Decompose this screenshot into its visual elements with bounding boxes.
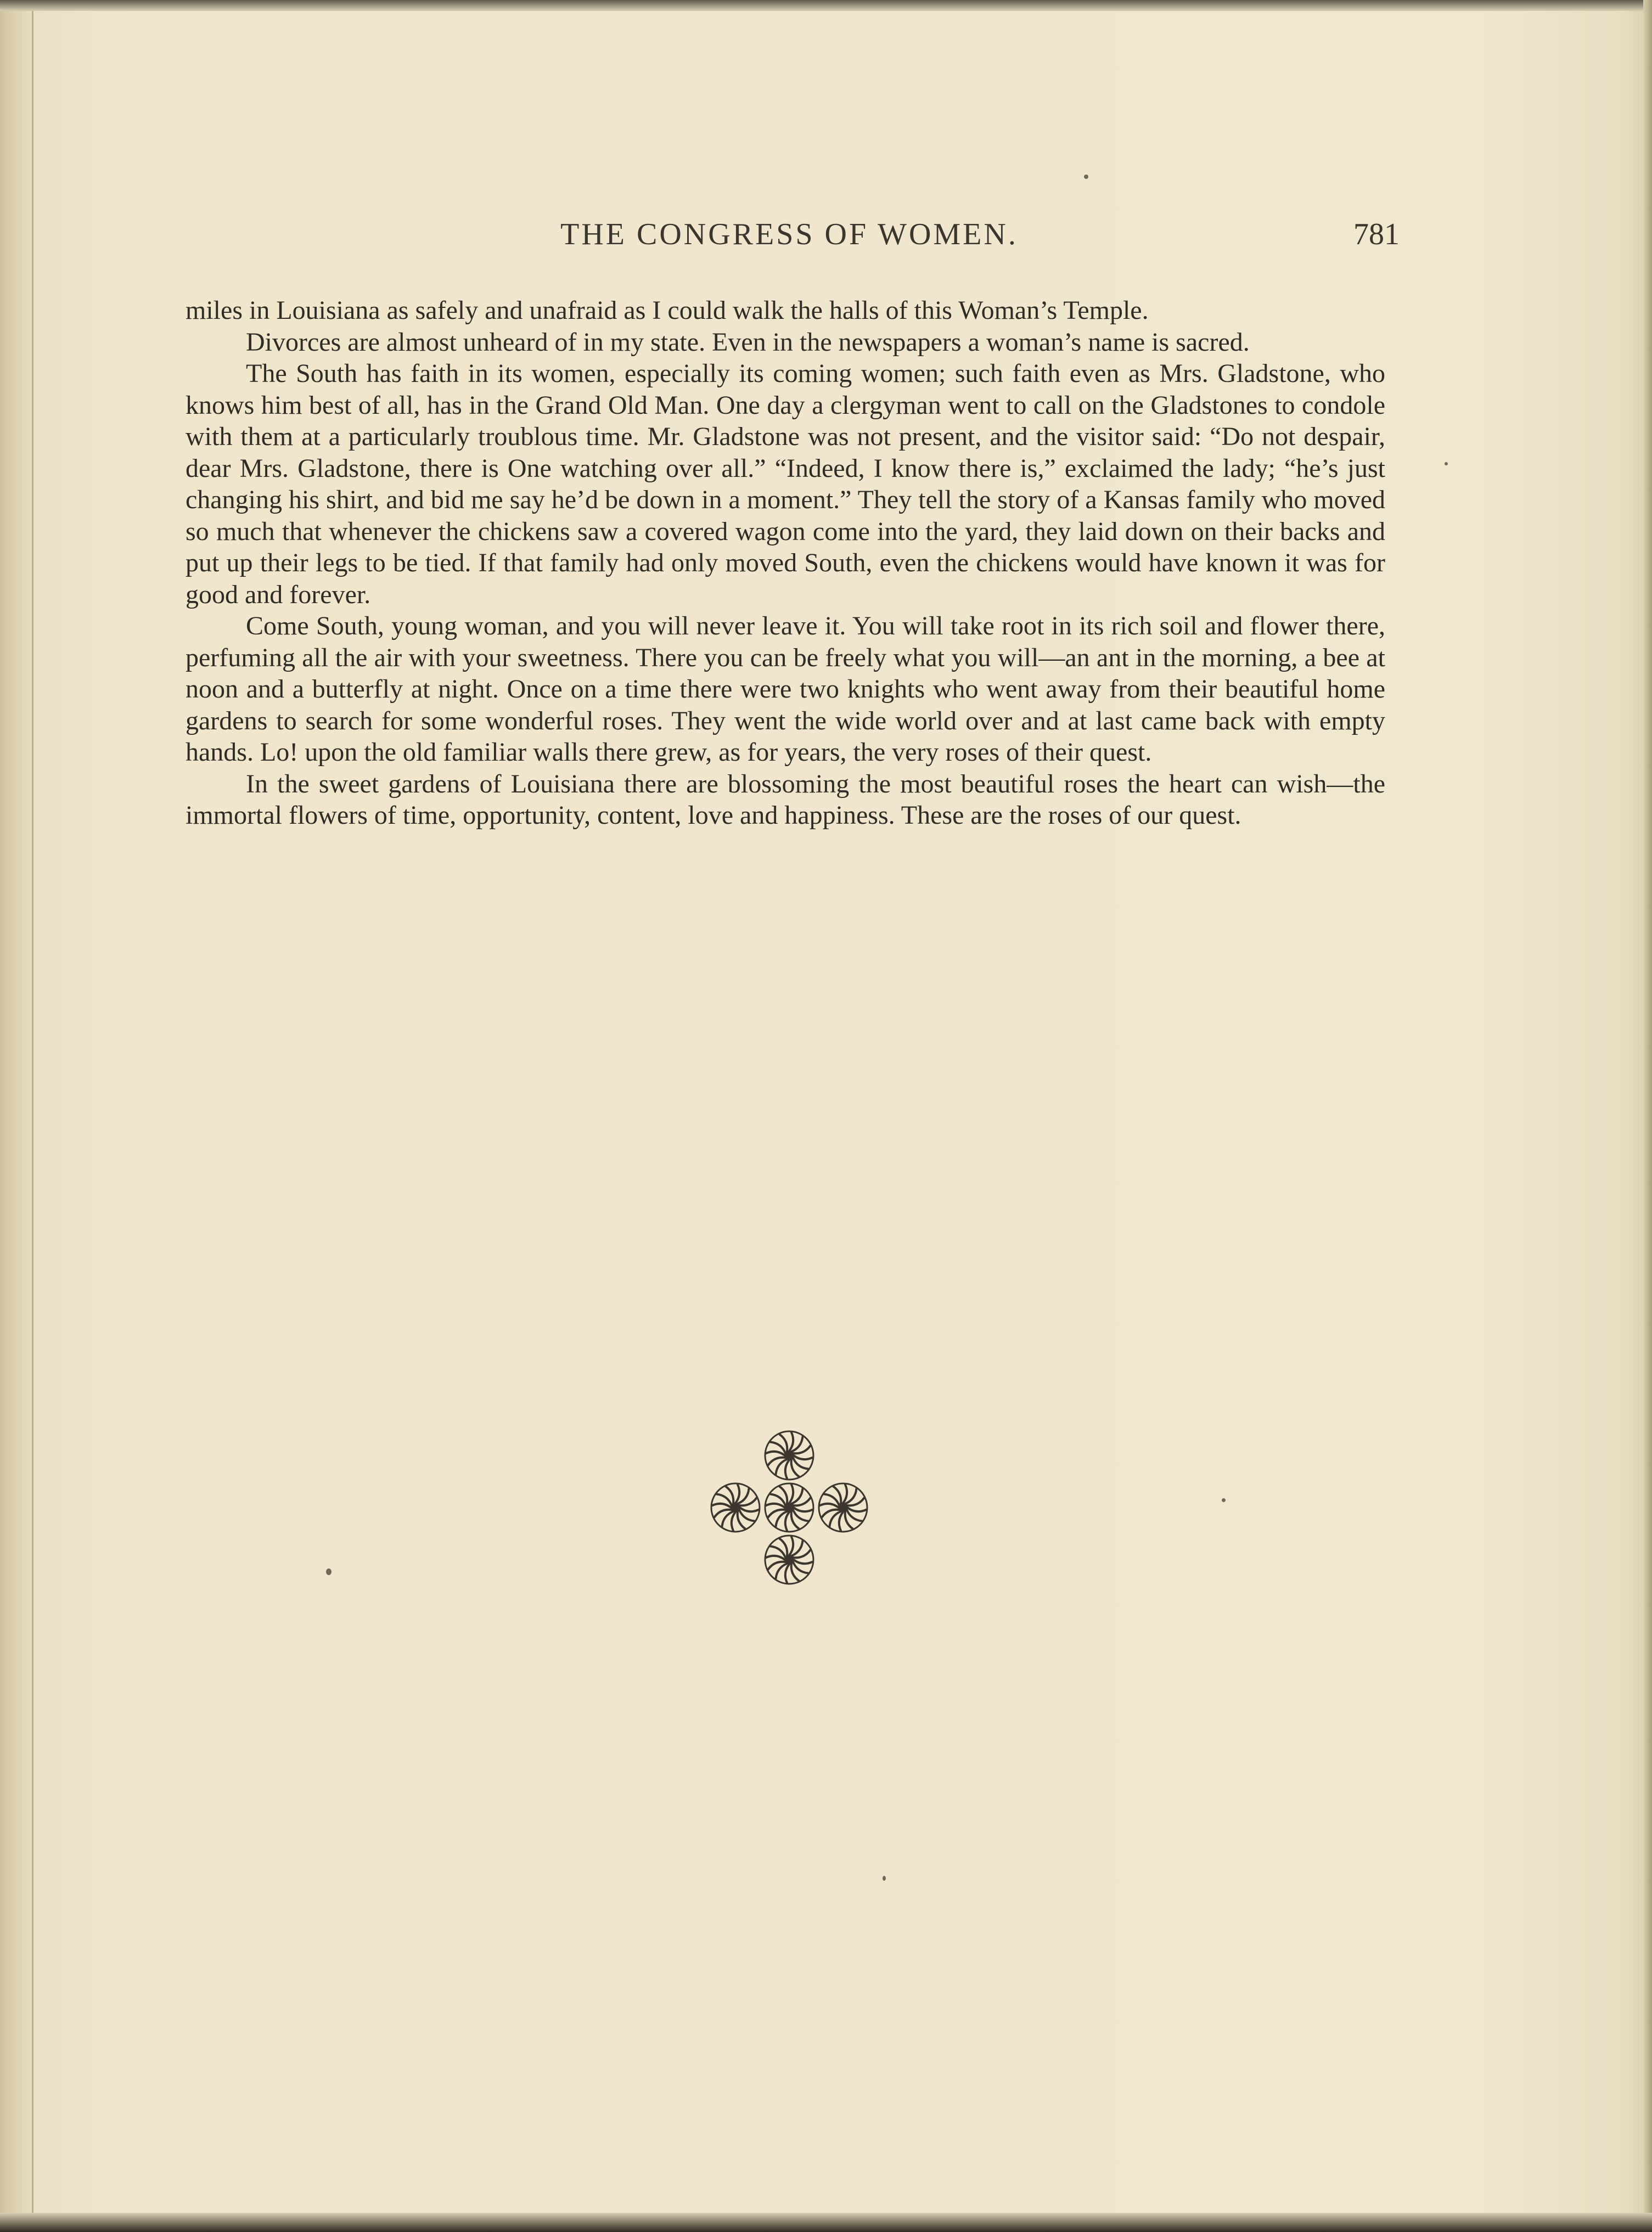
page-right-edge [1643,0,1652,2232]
page-top-edge [0,0,1652,11]
paragraph: The South has faith in its women, especially its coming women; such faith even as Mrs. Gladstone, who knows him best of all, has in the Grand Old Man. One day a clergyman went to call on the Gladstones to condole with them at a particularly troublous time. Mr. Gladstone was not present, and the visitor said: “Do not despair, dear Mrs. Gladstone, there is One watching over all.” “Indeed, I know there is,” exclaimed the lady; “he’s just changing his shirt, and bid me say he’d be down in a moment.” They tell the story of a Kansas family who moved so much that whenever the chickens saw a covered wagon come into the yard, they laid down on their backs and put up their legs to be tied. If that family had only moved South, even the chickens would have known it was for good and forever. [186,359,1385,609]
paragraph-continued: miles in Louisiana as safely and unafraid as I could walk the halls of this Woman’s Temple. [186,296,1149,325]
paper-speck [326,1568,331,1575]
rosette-cross-ornament-icon [701,1423,877,1593]
paper-speck [1222,1498,1226,1502]
page-number: 781 [1353,217,1400,251]
page-bottom-edge [0,2213,1652,2232]
paragraph: Come South, young woman, and you will never leave it. You will take root in its rich soil and flower there, perfuming all the air with your sweetness. There you can be freely what you will—an ant in the morning, a bee at noon and a butterfly at night. Once on a time there were two knights who went away from their beautiful home gardens to search for some wonderful roses. They went the wide world over and at last came back with empty hands. Lo! upon the old familiar walls there grew, as for years, the very roses of their quest. [186,611,1385,767]
page-gutter [0,0,33,2232]
paper-speck [1445,462,1448,465]
body-text [186,295,1385,831]
paper-speck [883,1876,886,1881]
paragraph: In the sweet gardens of Louisiana there are blossoming the most beautiful roses the heart can wish—the immortal flowers of time, opportunity, content, love and happiness. These are the roses of our quest. [186,769,1385,830]
paragraph: Divorces are almost unheard of in my state. Even in the newspapers a woman’s name is sacred. [246,327,1250,357]
running-head [186,217,1400,261]
running-head-title: THE CONGRESS OF WOMEN. [560,217,1018,251]
paper-speck [1084,175,1088,179]
